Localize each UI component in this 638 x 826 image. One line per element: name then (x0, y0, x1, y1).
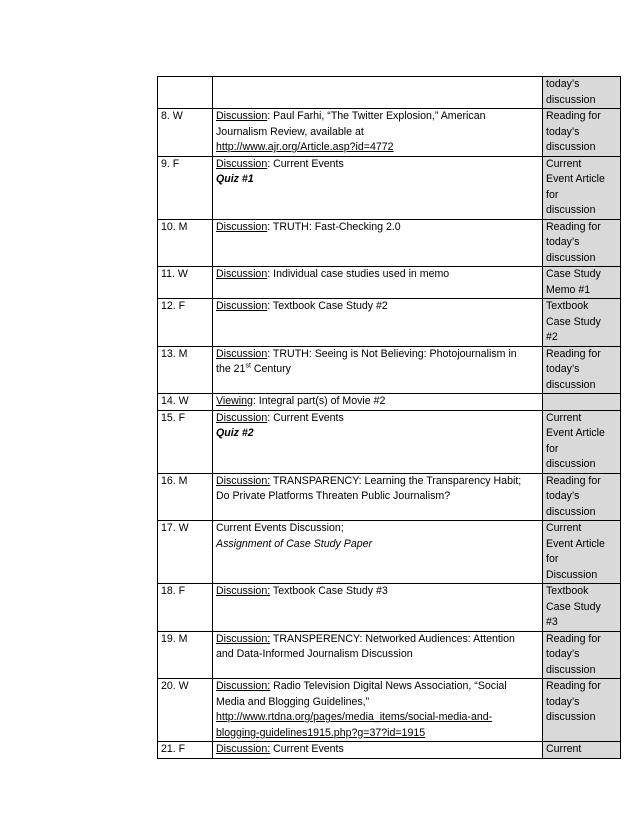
day-cell: 17. W (158, 521, 213, 584)
discussion-label: Discussion: (216, 632, 271, 645)
viewing-label: Viewing (216, 395, 253, 407)
day-cell: 9. F (158, 156, 213, 219)
case-study-assignment: Assignment of Case Study Paper (216, 537, 373, 550)
quiz-label: Quiz #1 (216, 173, 254, 185)
discussion-label: Discussion (216, 411, 268, 424)
assignment-cell: Reading for today’s discussion (543, 473, 621, 521)
assignment-cell: Current (543, 742, 621, 759)
assignment-cell: Textbook Case Study #2 (543, 299, 621, 347)
table-row (158, 394, 621, 411)
topic-cell: Discussion: TRUTH: Seeing is Not Believing: Photojournalism in the 21st Century (213, 346, 543, 394)
topic-cell: Discussion: Current Events Quiz #2 (213, 410, 543, 473)
assignment-cell: Reading for today’s discussion (543, 109, 621, 157)
guidelines-link[interactable]: http://www.rtdna.org/pages/media_items/social-media-and- (216, 711, 493, 723)
assignment-cell (543, 394, 621, 411)
discussion-label: Discussion: (216, 743, 271, 755)
discussion-label: Discussion (216, 157, 268, 170)
table-row (158, 299, 621, 347)
discussion-label: Discussion: (216, 585, 271, 597)
assignment-cell: Current Event Article for discussion (543, 410, 621, 473)
day-cell: 14. W (158, 394, 213, 411)
assignment-cell: Reading for today’s discussion (543, 346, 621, 394)
table-row (158, 742, 621, 759)
topic-cell: Discussion: Individual case studies used in memo (213, 267, 543, 299)
assignment-cell: Current Event Article for Discussion (543, 521, 621, 584)
table-row (158, 346, 621, 394)
topic-cell: Discussion: Current Events Quiz #1 (213, 156, 543, 219)
day-cell: 21. F (158, 742, 213, 759)
topic-cell: Viewing: Integral part(s) of Movie #2 (213, 394, 543, 411)
day-cell: 16. M (158, 473, 213, 521)
discussion-label: Discussion: (216, 680, 271, 692)
discussion-label: Discussion (216, 268, 268, 280)
guidelines-link-continued[interactable]: blogging-guidelines1915.php?g=37?id=1915 (216, 726, 426, 739)
assignment-cell: Current Event Article for discussion (543, 156, 621, 219)
table-row (158, 631, 621, 679)
topic-cell: Discussion: Radio Television Digital News Association, “Social Media and Blogging Guidelines,” http://www.rtdna.org/pages/media_items/social-media-and- blogging-guidelines1915.php?g=37?id=1915 (213, 679, 543, 742)
table-row (158, 521, 621, 584)
assignment-cell: Reading for today’s discussion (543, 679, 621, 742)
table-row (158, 584, 621, 632)
assignment-cell: today’s discussion (543, 77, 621, 109)
discussion-label: Discussion (216, 347, 268, 360)
day-cell (158, 77, 213, 109)
table-row (158, 473, 621, 521)
assignment-cell: Reading for today’s discussion (543, 219, 621, 267)
table-row (158, 77, 621, 109)
day-cell: 20. W (158, 679, 213, 742)
topic-cell: Discussion: Current Events (213, 742, 543, 759)
table-row (158, 410, 621, 473)
schedule-table (157, 76, 621, 759)
table-row (158, 679, 621, 742)
assignment-cell: Textbook Case Study #3 (543, 584, 621, 632)
discussion-label: Discussion (216, 300, 268, 312)
topic-cell (213, 77, 543, 109)
day-cell: 10. M (158, 219, 213, 267)
topic-cell: Discussion: Textbook Case Study #3 (213, 584, 543, 632)
table-row (158, 109, 621, 157)
day-cell: 8. W (158, 109, 213, 157)
table-row (158, 219, 621, 267)
day-cell: 15. F (158, 410, 213, 473)
topic-cell: Discussion: TRANSPARENCY: Learning the Transparency Habit; Do Private Platforms Threaten Public Journalism? (213, 473, 543, 521)
day-cell: 19. M (158, 631, 213, 679)
article-link[interactable]: http://www.ajr.org/Article.asp?id=4772 (216, 141, 394, 153)
assignment-cell: Reading for today’s discussion (543, 631, 621, 679)
topic-cell: Discussion: Paul Farhi, “The Twitter Explosion,” American Journalism Review, available at http://www.ajr.org/Article.asp?id=4772 (213, 109, 543, 157)
topic-cell: Current Events Discussion; Assignment of Case Study Paper (213, 521, 543, 584)
table-row (158, 267, 621, 299)
day-cell: 11. W (158, 267, 213, 299)
topic-cell: Discussion: TRANSPERENCY: Networked Audiences: Attention and Data-Informed Journalism Discussion (213, 631, 543, 679)
day-cell: 13. M (158, 346, 213, 394)
topic-cell: Discussion: TRUTH: Fast-Checking 2.0 (213, 219, 543, 267)
discussion-label: Discussion: (216, 474, 271, 487)
topic-cell: Discussion: Textbook Case Study #2 (213, 299, 543, 347)
table-row (158, 156, 621, 219)
assignment-cell: Case Study Memo #1 (543, 267, 621, 299)
discussion-label: Discussion (216, 220, 268, 233)
discussion-label: Discussion (216, 110, 268, 122)
day-cell: 12. F (158, 299, 213, 347)
quiz-label: Quiz #2 (216, 427, 254, 439)
day-cell: 18. F (158, 584, 213, 632)
